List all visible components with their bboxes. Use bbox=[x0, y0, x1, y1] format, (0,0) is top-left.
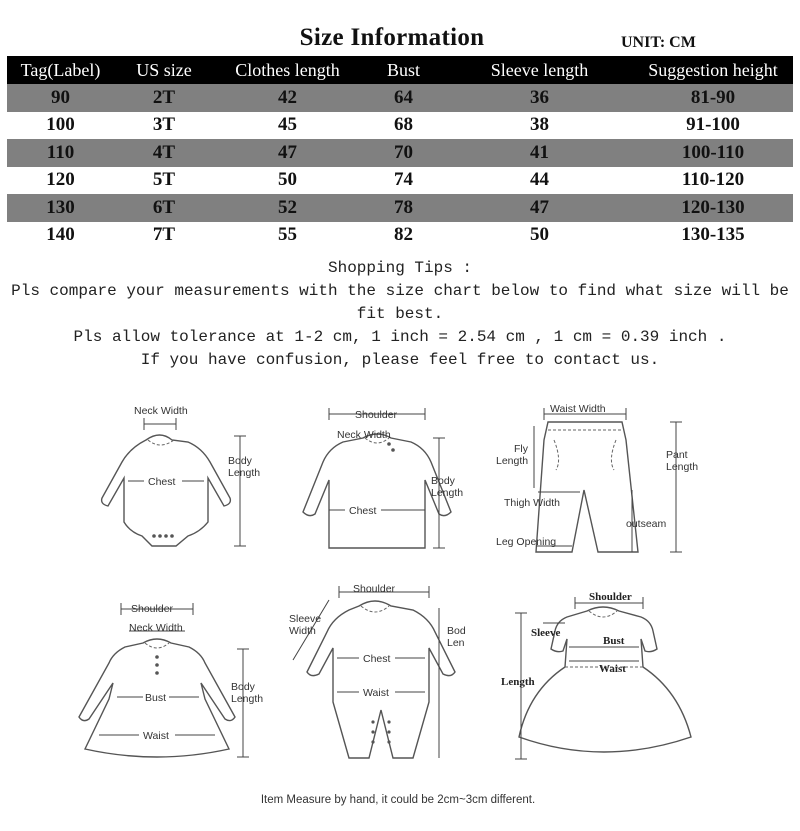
waist-label: Waist bbox=[143, 730, 169, 742]
body-length-label: Body bbox=[231, 681, 255, 693]
shoulder-label: Shoulder bbox=[131, 603, 174, 615]
table-cell: 91-100 bbox=[686, 114, 740, 136]
body-length-label: Length bbox=[431, 487, 464, 499]
page-title: Size Information bbox=[299, 24, 485, 51]
pants-outline bbox=[536, 422, 638, 552]
table-row bbox=[7, 139, 793, 167]
shoulder-label: Shoulder bbox=[589, 591, 632, 603]
table-cell: 130 bbox=[7, 194, 114, 222]
table-cell: 120-130 bbox=[633, 194, 793, 222]
sleeve-label: Sleeve bbox=[531, 627, 561, 639]
table-row bbox=[7, 222, 793, 250]
table-cell: 47 bbox=[214, 139, 361, 167]
column-header: Bust bbox=[361, 56, 446, 84]
table-cell: 130-135 bbox=[681, 224, 745, 246]
table-row bbox=[7, 194, 793, 222]
column-header: Suggestion height bbox=[633, 56, 793, 84]
table-cell: 70 bbox=[361, 139, 446, 167]
bodysuit-outline bbox=[102, 435, 231, 546]
bust-label: Bust bbox=[145, 692, 167, 704]
body-length-label: Length bbox=[228, 467, 261, 479]
tunic-diagram bbox=[65, 597, 280, 772]
table-cell: 140 bbox=[46, 224, 75, 246]
table-cell: 42 bbox=[214, 84, 361, 112]
shoulder-label: Shoulder bbox=[355, 409, 398, 421]
body-length-label: Length bbox=[231, 693, 264, 705]
sleeve-width-label: Width bbox=[289, 625, 316, 637]
sleeve-width-label: Sleeve bbox=[289, 613, 322, 625]
table-cell: 100 bbox=[46, 114, 75, 136]
table-cell: 82 bbox=[394, 224, 413, 246]
table-cell: 41 bbox=[446, 139, 633, 167]
waist-label: Waist bbox=[599, 663, 626, 675]
table-row bbox=[7, 112, 793, 140]
length-label: Length bbox=[501, 676, 535, 688]
table-cell: 55 bbox=[278, 224, 297, 246]
table-cell: 90 bbox=[7, 84, 114, 112]
shoulder-label: Shoulder bbox=[353, 583, 396, 595]
table-header-row bbox=[7, 56, 793, 84]
table-cell: 36 bbox=[446, 84, 633, 112]
table-cell: 3T bbox=[152, 114, 176, 136]
table-cell: 110-120 bbox=[681, 169, 745, 191]
pant-length-label: Pant bbox=[666, 449, 688, 461]
waist-label: Waist bbox=[363, 687, 389, 699]
leg-opening-label: Leg Opening bbox=[496, 536, 557, 548]
table-cell: 68 bbox=[394, 114, 413, 136]
measure-note: Item Measure by hand, it could be 2cm~3cm different. bbox=[260, 794, 536, 806]
table-cell: 50 bbox=[530, 224, 549, 246]
tips-line: Pls allow tolerance at 1-2 cm, 1 inch = 2.54 cm , 1 cm = 0.39 inch . bbox=[73, 328, 727, 346]
tips-line: Pls compare your measurements with the size chart below to find what size will be fit best. bbox=[11, 282, 789, 323]
table-cell: 74 bbox=[394, 169, 413, 191]
outseam-label: outseam bbox=[626, 518, 667, 530]
neck-width-label: Neck Width bbox=[129, 622, 183, 634]
shirt-diagram bbox=[285, 400, 485, 560]
romper-diagram bbox=[285, 578, 485, 768]
chest-label: Chest bbox=[349, 505, 377, 517]
fly-length-label: Length bbox=[496, 455, 529, 467]
chest-label: Chest bbox=[148, 476, 176, 488]
thigh-width-label: Thigh Width bbox=[504, 497, 561, 509]
table-cell: 6T bbox=[114, 194, 214, 222]
table-row bbox=[7, 167, 793, 195]
table-cell: 110 bbox=[7, 139, 114, 167]
romper-outline bbox=[307, 601, 455, 758]
table-cell: 45 bbox=[278, 114, 297, 136]
table-cell: 64 bbox=[361, 84, 446, 112]
shopping-tips bbox=[0, 257, 800, 372]
table-cell: 78 bbox=[361, 194, 446, 222]
body-length-label: Len bbox=[447, 637, 465, 649]
table-cell: 47 bbox=[446, 194, 633, 222]
table-cell: 7T bbox=[152, 224, 176, 246]
table-cell: 120 bbox=[46, 169, 75, 191]
table-cell: 44 bbox=[530, 169, 549, 191]
neck-width-label: Neck Width bbox=[134, 405, 188, 417]
table-cell: 4T bbox=[114, 139, 214, 167]
table-cell: 2T bbox=[114, 84, 214, 112]
table-cell: 100-110 bbox=[633, 139, 793, 167]
fly-length-label: Fly bbox=[514, 443, 528, 455]
column-header: Sleeve length bbox=[446, 56, 633, 84]
unit-label: UNIT: CM bbox=[621, 34, 696, 51]
body-length-label: Bod bbox=[447, 625, 466, 637]
bodysuit-diagram bbox=[80, 400, 280, 560]
tips-heading: Shopping Tips : bbox=[327, 259, 473, 277]
shirt-outline bbox=[303, 434, 451, 548]
table-cell: 5T bbox=[152, 169, 176, 191]
table-row bbox=[7, 84, 793, 112]
table-cell: 52 bbox=[214, 194, 361, 222]
size-table bbox=[7, 56, 793, 249]
table-cell: 38 bbox=[530, 114, 549, 136]
column-header: Tag(Label) bbox=[7, 56, 114, 84]
waist-width-label: Waist Width bbox=[550, 403, 606, 415]
chest-label: Chest bbox=[363, 653, 391, 665]
pant-length-label: Length bbox=[666, 461, 699, 473]
tips-line: If you have confusion, please feel free to contact us. bbox=[140, 351, 660, 369]
body-length-label: Body bbox=[228, 455, 252, 467]
bust-label: Bust bbox=[603, 635, 625, 647]
pants-diagram bbox=[492, 400, 707, 560]
table-cell: 81-90 bbox=[633, 84, 793, 112]
body-length-label: Body bbox=[431, 475, 455, 487]
dress-diagram bbox=[495, 583, 705, 768]
neck-width-label: Neck Width bbox=[337, 429, 391, 441]
column-header: US size bbox=[114, 56, 214, 84]
column-header: Clothes length bbox=[214, 56, 361, 84]
table-cell: 50 bbox=[278, 169, 297, 191]
